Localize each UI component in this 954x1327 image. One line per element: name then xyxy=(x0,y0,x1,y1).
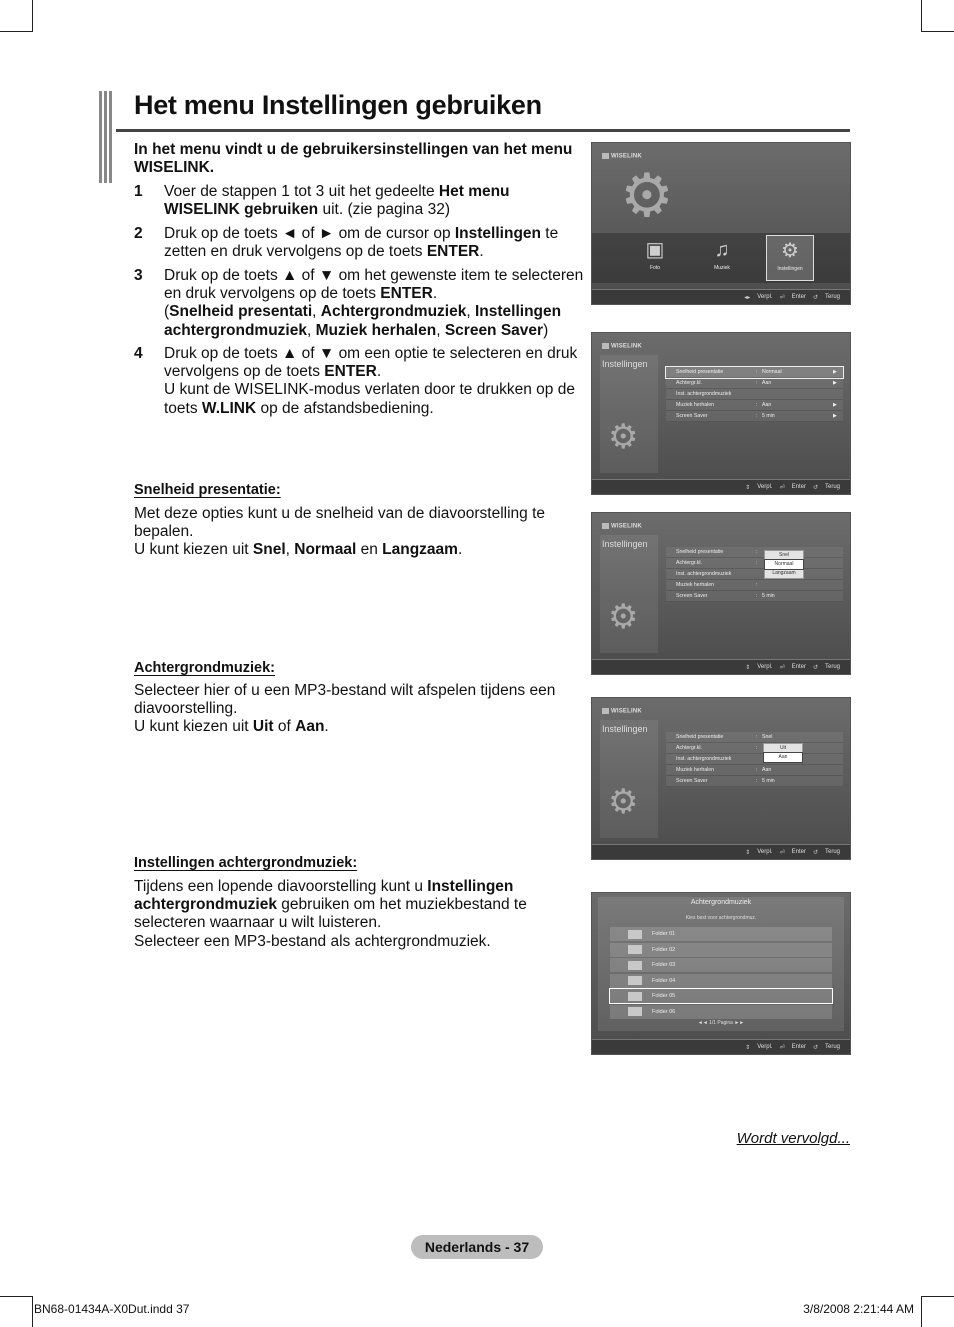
folder-icon xyxy=(628,945,642,954)
settings-list xyxy=(666,732,843,787)
setting-row[interactable]: Inst. achtergrondmuziek xyxy=(666,569,843,580)
section-text: Met deze opties kunt u de snelheid van de diavoorstelling te bepalen. U kunt kiezen uit Snel, Normaal en Langzaam. xyxy=(134,505,546,559)
headphones-icon: ♫ xyxy=(714,239,730,261)
crop-mark xyxy=(32,0,33,32)
gear-icon: ⚙ xyxy=(608,418,639,456)
return-icon: ↺ xyxy=(812,484,818,491)
setting-row[interactable]: Screen Saver : 5 min xyxy=(666,591,843,602)
folder-icon xyxy=(628,976,642,985)
arrow-right-icon: ▶ xyxy=(833,402,837,408)
setting-row[interactable]: Snelheid presentatie : Snel xyxy=(666,732,843,743)
folder-icon xyxy=(628,1007,642,1016)
title-rule xyxy=(116,129,850,132)
page-title: Het menu Instellingen gebruiken xyxy=(134,90,542,120)
setting-row[interactable]: Inst. achtergrondmuziek xyxy=(666,754,843,765)
title-decoration xyxy=(99,91,114,183)
up-down-icon: ⇕ xyxy=(745,664,751,671)
gear-icon: ⚙ xyxy=(781,240,799,262)
option-snel[interactable]: Snel xyxy=(778,552,789,558)
up-down-icon: ⇕ xyxy=(745,849,751,856)
folder-icon xyxy=(628,930,642,939)
option-aan[interactable]: Aan xyxy=(764,753,802,762)
side-panel xyxy=(600,720,658,838)
section-heading: Achtergrondmuziek: xyxy=(134,660,275,676)
arrow-right-icon: ▶ xyxy=(833,413,837,419)
panel-title: Instellingen xyxy=(602,359,648,369)
nav-bar: ⇕ Verpl. ⏎ Enter ↺ Terug xyxy=(592,659,850,674)
folder-row[interactable]: Folder 05 xyxy=(610,989,832,1003)
folder-icon xyxy=(628,961,642,970)
wiselink-logo: WISELINK xyxy=(602,523,642,530)
media-item-settings[interactable]: ⚙ Instellingen xyxy=(766,235,814,281)
crop-mark xyxy=(32,1296,33,1327)
media-item-music[interactable]: ♫ Muziek xyxy=(699,235,745,279)
section-heading: Snelheid presentatie: xyxy=(134,482,281,498)
onoff-options-popup xyxy=(763,743,803,763)
screen-settings-menu xyxy=(591,332,851,495)
enter-icon: ⏎ xyxy=(779,664,785,671)
intro-text: In het menu vindt u de gebruikersinstellingen van het menu WISELINK. xyxy=(134,141,573,177)
side-panel xyxy=(600,355,658,473)
setting-row[interactable]: Snelheid presentatie : xyxy=(666,547,843,558)
setting-row[interactable]: Inst. achtergrondmuziek xyxy=(666,389,843,400)
return-icon: ↺ xyxy=(812,849,818,856)
wiselink-logo: WISELINK xyxy=(602,708,642,715)
pager[interactable]: ◄◄ 1/1 Pagina ►► xyxy=(697,1020,745,1026)
step-3: 3 Druk op de toets ▲ of ▼ om het gewenste item te selecteren en druk vervolgens op de toets ENTER. (Snelheid presentati, Achtergrondmuziek, Instellingen achtergrondmuziek, Muziek herhalen, Screen Saver) xyxy=(134,267,584,339)
setting-row[interactable]: Snelheid presentatie : Normaal ▶ xyxy=(666,367,843,378)
panel-title: Instellingen xyxy=(602,724,648,734)
photo-icon: ▣ xyxy=(645,239,665,261)
section-heading: Instellingen achtergrondmuziek: xyxy=(134,855,358,871)
enter-icon: ⏎ xyxy=(779,484,785,491)
wiselink-logo: WISELINK xyxy=(602,343,642,350)
settings-list xyxy=(666,367,843,422)
screen-speed-options xyxy=(591,512,851,675)
folder-row[interactable]: Folder 02 xyxy=(610,943,832,957)
folder-icon xyxy=(628,992,642,1001)
arrow-right-icon: ▶ xyxy=(833,369,837,375)
setting-row[interactable]: Muziek herhalen : Aan xyxy=(666,765,843,776)
folder-row[interactable]: Folder 04 xyxy=(610,974,832,988)
option-uit[interactable]: Uit xyxy=(779,745,787,751)
up-down-icon: ⇕ xyxy=(745,1044,751,1051)
nav-bar: ⇕ Verpl. ⏎ Enter ↺ Terug xyxy=(592,479,850,494)
up-down-icon: ⇕ xyxy=(745,484,751,491)
wiselink-logo: WISELINK xyxy=(602,153,642,160)
nav-bar: ◂▸ Verpl. ⏎ Enter ↺ Terug xyxy=(592,289,850,304)
gear-icon: ⚙ xyxy=(608,783,639,821)
return-icon: ↺ xyxy=(812,664,818,671)
crop-mark xyxy=(0,1296,33,1297)
screen-main-menu xyxy=(591,142,851,305)
enter-icon: ⏎ xyxy=(779,294,785,301)
crop-mark xyxy=(921,31,954,32)
setting-row[interactable]: Screen Saver : 5 min ▶ xyxy=(666,411,843,422)
panel-title: Instellingen xyxy=(602,539,648,549)
return-icon: ↺ xyxy=(812,294,818,301)
crop-mark xyxy=(921,0,922,32)
footer-timestamp: 3/8/2008 2:21:44 AM xyxy=(803,1302,914,1316)
gear-icon: ⚙ xyxy=(620,162,674,229)
settings-list xyxy=(666,547,843,602)
step-4: 4 Druk op de toets ▲ of ▼ om een optie te selecteren en druk vervolgens op de toets ENTER. U kunt de WISELINK-modus verlaten door te drukken op de toets W.LINK op de afstandsbediening. xyxy=(134,345,578,417)
option-normaal[interactable]: Normaal xyxy=(765,560,803,569)
option-langzaam[interactable]: Langzaam xyxy=(772,570,796,576)
setting-row[interactable]: Achtergr.kl. : xyxy=(666,558,843,569)
nav-bar: ⇕ Verpl. ⏎ Enter ↺ Terug xyxy=(592,1039,850,1054)
section-text: Tijdens een lopende diavoorstelling kunt u Instellingen achtergrondmuziek gebruiken om het muziekbestand te selecteren waarnaar u wilt luisteren. Selecteer een MP3-bestand als achtergrondmuziek. xyxy=(134,878,527,950)
folder-row[interactable]: Folder 01 xyxy=(610,927,832,941)
arrow-right-icon: ▶ xyxy=(833,380,837,386)
crop-mark xyxy=(921,1296,954,1297)
folder-row[interactable]: Folder 06 xyxy=(610,1005,832,1019)
section-text: Selecteer hier of u een MP3-bestand wilt afspelen tijdens een diavoorstelling. U kunt kiezen uit Uit of Aan. xyxy=(134,682,556,736)
setting-row[interactable]: Muziek herhalen : xyxy=(666,580,843,591)
screen-music-folders xyxy=(591,892,851,1055)
speed-options-popup xyxy=(764,550,804,579)
media-item-photo[interactable]: ▣ Foto xyxy=(632,235,678,279)
setting-row[interactable]: Achtergr.kl. : xyxy=(666,743,843,754)
folder-row[interactable]: Folder 03 xyxy=(610,958,832,972)
left-right-icon: ◂▸ xyxy=(744,294,751,301)
page-number-badge: Nederlands - 37 xyxy=(411,1235,543,1259)
crop-mark xyxy=(921,1296,922,1327)
step-2: 2 Druk op de toets ◄ of ► om de cursor op Instellingen te zetten en druk vervolgens op de toets ENTER. xyxy=(134,225,559,261)
crop-mark xyxy=(0,31,33,32)
continued-note: Wordt vervolgd... xyxy=(736,1130,850,1147)
return-icon: ↺ xyxy=(812,1044,818,1051)
gear-icon: ⚙ xyxy=(608,598,639,636)
side-panel xyxy=(600,535,658,653)
nav-bar: ⇕ Verpl. ⏎ Enter ↺ Terug xyxy=(592,844,850,859)
screen-music-options xyxy=(591,697,851,860)
dialog-title: Achtergrondmuziek xyxy=(690,899,752,906)
dialog-subtitle: Kies best voor achtergrondmuz. xyxy=(685,915,757,921)
enter-icon: ⏎ xyxy=(779,1044,785,1051)
step-1: 1 Voer de stappen 1 tot 3 uit het gedeelte Het menu WISELINK gebruiken uit. (zie pagina 32) xyxy=(134,183,510,219)
footer-filename: BN68-01434A-X0Dut.indd 37 xyxy=(34,1302,190,1316)
enter-icon: ⏎ xyxy=(779,849,785,856)
setting-row[interactable]: Muziek herhalen : Aan ▶ xyxy=(666,400,843,411)
setting-row[interactable]: Achtergr.kl. : Aan ▶ xyxy=(666,378,843,389)
setting-row[interactable]: Screen Saver : 5 min xyxy=(666,776,843,787)
folder-list xyxy=(610,927,832,1021)
